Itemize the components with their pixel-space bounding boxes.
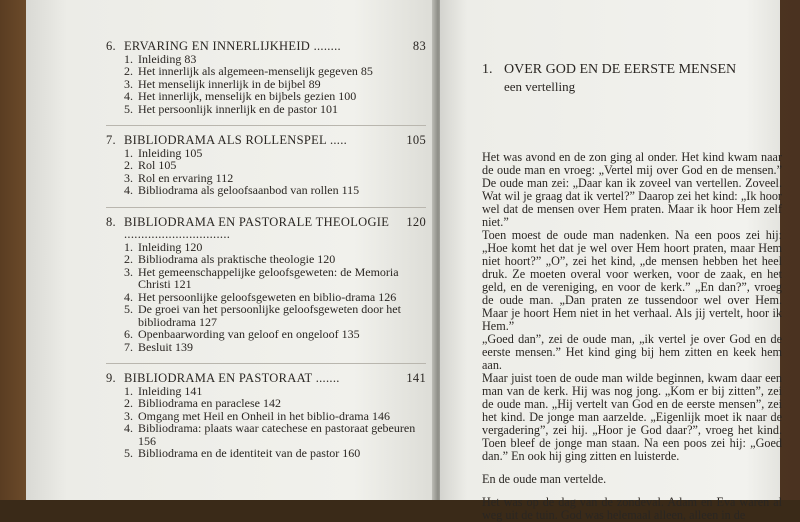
paragraph: Maar juist toen de oude man wilde beginnen, kwam daar een man van de kerk. Hij was nog jong. „Kom er bij zitten”, zei de oude man. „Hij vertelt van God en de eerste mensen”, zei het kind. De jonge man aarzelde. „Eigenlijk moet ik naar de vergadering”, zei hij. „Hoor je God daar?”, vroeg het kind. Toen bleef de jonge man staan. Na een poos zei hij: „Goed dan.” En ook hij ging zitten en luisterde. bbox=[482, 371, 782, 463]
paragraph: „Goed dan”, zei de oude man, „ik vertel je over God en de eerste mensen.” Het kind ging bij hem zitten en keek hem aan. bbox=[482, 332, 782, 372]
toc-item: 1. Inleiding 120 bbox=[124, 239, 203, 254]
paragraph: Het was avond en de zon ging al onder. Het kind kwam naar de oude man en vroeg: „Vertel mij over God en de mensen.” De oude man zei: „Daar kan ik zoveel van vertellen. Zoveel. Wat wil je graag dat ik vertel?” Daarop zei het kind: „Ik hoor wel dat de mensen over Hem praten. Maar ik hoor Hem zelf niet.” bbox=[482, 150, 782, 229]
toc-item: 6. Openbaarwording van geloof en ongeloof 135 bbox=[124, 327, 360, 341]
chapter-page: 141 bbox=[406, 371, 426, 385]
divider bbox=[106, 207, 426, 208]
toc-item: 1. Inleiding 141 bbox=[124, 383, 203, 398]
toc-chapter bbox=[106, 216, 426, 354]
toc-item: 3. Het gemeenschappelijke geloofsgeweten: de Memoria Christi 121 bbox=[124, 264, 399, 291]
chapter-heading bbox=[482, 62, 782, 78]
story-text bbox=[482, 62, 782, 522]
chapter-number: 1. bbox=[482, 62, 493, 77]
divider bbox=[106, 363, 426, 364]
chapter-heading bbox=[106, 216, 426, 241]
toc-item: 5. Bibliodrama en de identiteit van de pastor 160 bbox=[124, 446, 361, 460]
divider bbox=[106, 125, 426, 126]
toc-item: 1. Inleiding 105 bbox=[124, 145, 203, 160]
chapter-subtitle: een vertelling bbox=[504, 79, 576, 94]
left-page bbox=[26, 0, 436, 500]
chapter-title: BIBLIODRAMA ALS ROLLENSPEL ..... bbox=[124, 133, 348, 147]
chapter-number: 8. bbox=[106, 214, 116, 229]
toc-item: 4. Bibliodrama: plaats waar catechese en pastoraat gebeuren 156 bbox=[124, 421, 416, 448]
toc-item: 4. Het innerlijk, menselijk en bijbels gezien 100 bbox=[124, 89, 357, 103]
paragraph: En de oude man vertelde. bbox=[482, 472, 607, 486]
toc-chapter bbox=[106, 134, 426, 197]
chapter-title: BIBLIODRAMA EN PASTORAAT ....... bbox=[124, 371, 340, 385]
toc-chapter bbox=[106, 372, 426, 460]
toc-item: 3. Het menselijk innerlijk in de bijbel 89 bbox=[124, 76, 321, 91]
chapter-heading bbox=[106, 372, 426, 385]
toc-item: 3. Omgang met Heil en Onheil in het biblio-drama 146 bbox=[124, 408, 390, 423]
toc-item: 2. Rol 105 bbox=[124, 158, 177, 172]
toc-item: 5. Het persoonlijk innerlijk en de pastor 101 bbox=[124, 101, 338, 116]
toc-item: 1. Inleiding 83 bbox=[124, 51, 197, 66]
toc-item: 5. De groei van het persoonlijke geloofsgeweten door het bibliodrama 127 bbox=[124, 302, 401, 329]
toc-item: 4. Het persoonlijke geloofsgeweten en biblio-drama 126 bbox=[124, 289, 397, 304]
chapter-number: 6. bbox=[106, 39, 116, 53]
toc-item: 2. Bibliodrama en paraclese 142 bbox=[124, 396, 281, 410]
chapter-title: ERVARING EN INNERLIJKHEID ........ bbox=[124, 39, 341, 53]
paragraph: Toen moest de oude man nadenken. Na een poos zei hij: „Hoe komt het dat je wel over Hem hoort praten, maar Hem niet hoort?” „O”, zei het kind, „de mensen hebben het heel druk. Ze moeten overal voor werken, voor de zaak, en het geld, en de vereniging, en voor de kerk.” „En dan?”, vroeg de oude man. „Dan praten ze tussendoor wel over Hem. Maar je hoort Hem niet in het verhaal. Als jij vertelt, hoor ik Hem.” bbox=[482, 228, 782, 333]
chapter-page: 105 bbox=[406, 133, 426, 147]
chapter-page: 120 bbox=[406, 214, 426, 229]
toc-item: 4. Bibliodrama als geloofsaanbod van rollen 115 bbox=[124, 183, 360, 197]
chapter-title: BIBLIODRAMA EN PASTORALE THEOLOGIE ............................... bbox=[124, 214, 390, 241]
toc-chapter bbox=[106, 40, 426, 115]
paragraph: Het was op de dag van de zondeval. Adam en Eva waren al weg uit de tuin. God was helemaal alleen, alleen in de bbox=[482, 495, 782, 522]
table-of-contents bbox=[106, 40, 426, 470]
toc-item: 3. Rol en ervaring 112 bbox=[124, 170, 234, 185]
chapter-title: OVER GOD EN DE EERSTE MENSEN bbox=[504, 62, 737, 77]
chapter-heading bbox=[106, 40, 426, 53]
toc-item: 2. Het innerlijk als algemeen-menselijk gegeven 85 bbox=[124, 64, 373, 78]
chapter-heading bbox=[106, 134, 426, 147]
right-page bbox=[440, 0, 782, 522]
chapter-number: 7. bbox=[106, 133, 116, 147]
chapter-page: 83 bbox=[412, 39, 426, 53]
toc-item: 7. Besluit 139 bbox=[124, 339, 194, 354]
chapter-number: 9. bbox=[106, 371, 116, 385]
toc-item: 2. Bibliodrama als praktische theologie 120 bbox=[124, 252, 336, 266]
